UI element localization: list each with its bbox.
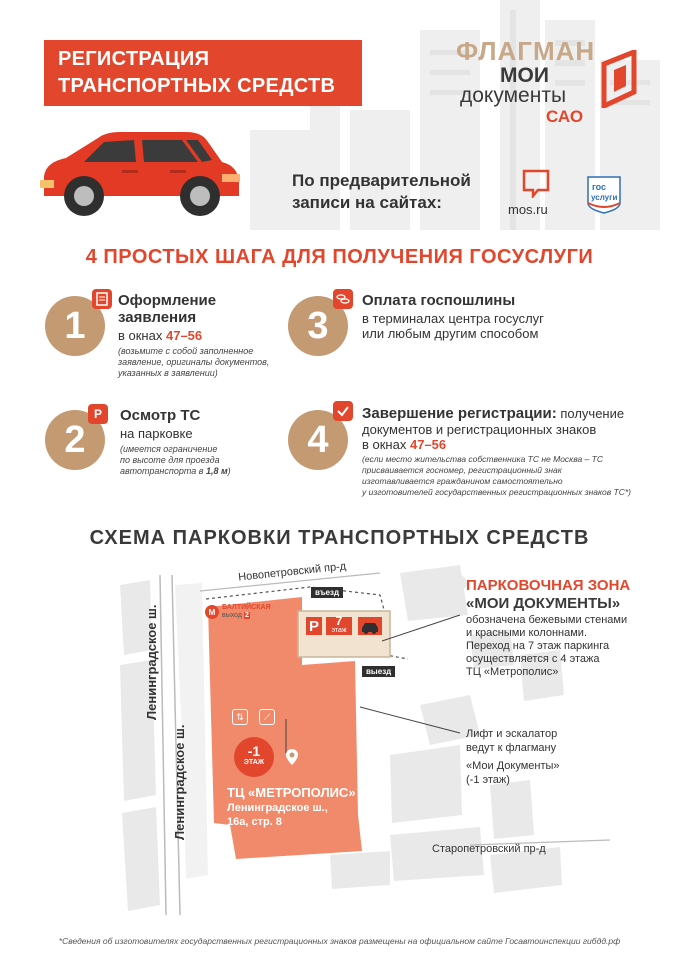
step-1-sub [118, 328, 288, 343]
step-4-sub-line1: документов и регистрационных знаков [362, 422, 597, 437]
metro-exit [222, 612, 271, 620]
parking-floor-word: этаж [331, 627, 347, 634]
step-4-note-line3: изготавливается гражданином самостоятельно [362, 476, 563, 486]
car-icon [360, 620, 380, 634]
gosuslugi-label-bottom: услуги [591, 193, 618, 202]
step-3-sub-line2: или любым другим способом [362, 326, 539, 341]
parking-zone-title [466, 577, 630, 613]
step-4-note-line1: (если место жительства собственника ТС не Москва – ТС [362, 454, 603, 464]
step-4-windows: 47–56 [409, 437, 447, 452]
lift-description [466, 727, 560, 787]
gosuslugi-icon[interactable] [584, 173, 624, 215]
prereg-line2: записи на сайтах: [292, 193, 442, 212]
street-staropetrovsky: Старопетровский пр-д [432, 843, 546, 855]
step-4-number: 4 [288, 410, 348, 470]
elevator-icon: ⇅ [232, 709, 248, 725]
step-2-note-suffix: ) [227, 466, 231, 476]
gosuslugi-label-top: гос [592, 182, 607, 192]
location-pin-icon [285, 748, 299, 766]
step-4-sub-prefix: в окнах [362, 437, 407, 452]
step-2-sub: на парковке [120, 426, 193, 441]
moi-dokumenty-logo-icon [598, 50, 640, 108]
step-1-note-line2: заявление, оригиналы документов, [118, 357, 270, 367]
parking-zone-description [466, 614, 627, 679]
parking-zone-title-line1: ПАРКОВОЧНАЯ ЗОНА [466, 577, 631, 594]
step-3-title: Оплата госпошлины [362, 292, 516, 309]
step-1-text [118, 292, 288, 379]
step-1-sub-prefix: в окнах [118, 328, 163, 343]
lift-text-line4: (-1 этаж) [466, 774, 510, 786]
document-form-icon [92, 289, 112, 309]
step-4-note [362, 454, 652, 498]
parking-zone-text-line1: обозначена бежевыми стенами [466, 614, 628, 626]
brand-documents: документы [460, 84, 567, 107]
steps-title: 4 ПРОСТЫХ ШАГА ДЛЯ ПОЛУЧЕНИЯ ГОСУСЛУГИ [85, 246, 594, 268]
mos-ru-link[interactable]: mos.ru [508, 202, 548, 217]
step-1-title-line1: Оформление [118, 292, 217, 309]
step-2-height-limit: 1,8 м [205, 466, 228, 476]
footnote: *Сведения об изготовителях государственных регистрационных знаков размещены на официальном сайте Госавтоинспекции гибдд.рф [58, 936, 621, 946]
street-leningradskoe-left: Ленинградское ш. [144, 604, 159, 720]
page-title-line2: ТРАНСПОРТНЫХ СРЕДСТВ [58, 75, 336, 97]
step-1-note-line1: (возьмите с собой заполненное [118, 346, 254, 356]
lift-text-line1: Лифт и эскалатор [466, 728, 558, 740]
car-illustration [36, 126, 242, 218]
step-2-title: Осмотр ТС [120, 407, 201, 424]
mos-ru-icon[interactable] [521, 168, 551, 198]
page-title-line1: РЕГИСТРАЦИЯ [58, 48, 210, 70]
parking-sign-icon: P [88, 404, 108, 424]
exit-badge: выезд [362, 666, 395, 677]
prereg-text [292, 170, 471, 214]
step-2-note-prefix: автотранспорта в [120, 466, 206, 476]
step-3-number: 3 [288, 296, 348, 356]
parking-zone-text-line3: Переход на 7 этаж паркинга [466, 640, 610, 652]
brand-district: САО [546, 107, 584, 126]
step-3-text [362, 292, 602, 341]
escalator-icon: ⟋ [259, 709, 275, 725]
coins-icon [333, 289, 353, 309]
brand-flagman: ФЛАГМАН [456, 36, 596, 66]
checkmark-icon [333, 401, 353, 421]
metro-name: БАЛТИЙСКАЯ [222, 604, 271, 611]
mall-address-line1: Ленинградское ш., [227, 802, 328, 814]
step-4-text [362, 405, 652, 498]
step-4-sub-line2 [362, 437, 652, 452]
metro-exit-label: выход [222, 612, 242, 619]
step-2-note-line3 [120, 466, 280, 477]
parking-p-icon: P [308, 617, 319, 635]
parking-zone-text-line2: и красными колоннами. [466, 627, 587, 639]
mall-address-line2: 16а, стр. 8 [227, 816, 282, 828]
parking-floor-badge [326, 616, 352, 636]
step-1-windows: 47–56 [165, 328, 203, 343]
metro-icon: М [205, 605, 219, 619]
level-minus1-badge [234, 737, 274, 777]
step-2-text [120, 407, 280, 477]
lift-text-line3: «Мои Документы» [466, 760, 560, 772]
level-word: ЭТАЖ [243, 759, 265, 766]
metro-label [222, 604, 271, 620]
step-2-note [120, 444, 280, 477]
step-4-title-tail: получение [556, 406, 625, 421]
level-number: -1 [247, 743, 261, 759]
step-3-sub-line1: в терминалах центра госуслуг [362, 311, 544, 326]
parking-zone-title-line2: «МОИ ДОКУМЕНТЫ» [466, 595, 621, 612]
step-2-note-line2: по высоте для проезда [120, 455, 220, 465]
step-1-note-line3: указанных в заявлении) [118, 368, 218, 378]
step-2-number: 2 [45, 410, 105, 470]
parking-zone-text-line5: ТЦ «Метрополис» [466, 666, 559, 678]
parking-scheme-title: СХЕМА ПАРКОВКИ ТРАНСПОРТНЫХ СРЕДСТВ [89, 527, 590, 549]
step-4-title-line [362, 405, 652, 422]
step-1-title-line2: заявления [118, 309, 197, 326]
step-4-title: Завершение регистрации: [362, 405, 557, 422]
prereg-line1: По предварительной [292, 171, 471, 190]
brand-moi: МОИ [500, 64, 549, 87]
street-novopetrovsky: Новопетровский пр-д [237, 560, 347, 584]
metro-exit-number: 2 [244, 612, 249, 619]
lift-text-line2: ведут к флагману [466, 742, 557, 754]
step-1-number: 1 [45, 296, 105, 356]
step-4-note-line4: у изготовителей государственных регистрационных знаков ТС*) [362, 487, 631, 497]
step-4-note-line2: присваивается госномер, регистрационный знак [362, 465, 562, 475]
parking-floor-number: 7 [335, 614, 343, 628]
page-title [44, 40, 362, 106]
entry-badge: въезд [311, 587, 343, 598]
step-1-note [118, 346, 288, 379]
step-2-note-line1: (имеется ограничение [120, 444, 218, 454]
street-leningradskoe-right: Ленинградское ш. [172, 724, 187, 840]
mall-info [227, 786, 356, 829]
parking-zone-text-line4: осуществляется с 4 этажа [466, 653, 600, 665]
mall-name: ТЦ «МЕТРОПОЛИС» [227, 785, 356, 800]
